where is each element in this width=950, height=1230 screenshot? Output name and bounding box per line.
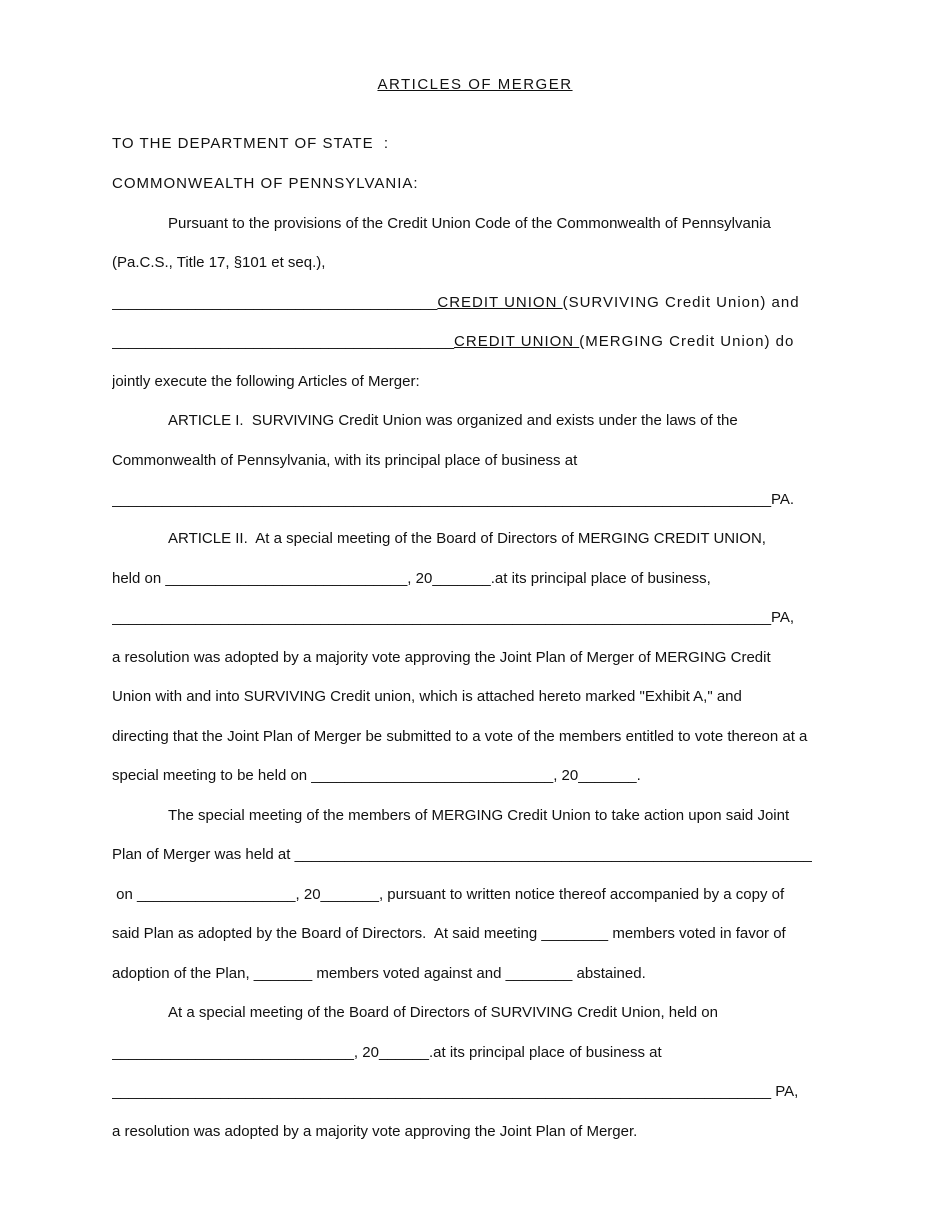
merging-credit-union-line <box>112 332 838 352</box>
article-2-line-5: Union with and into SURVIVING Credit union, which is attached hereto marked "Exhibit A," and <box>112 688 742 705</box>
members-meeting-line-2[interactable]: Plan of Merger was held at ______________________________________________________________ <box>112 846 812 863</box>
surviving-name-blank[interactable]: _______________________________________ <box>112 294 438 311</box>
members-meeting-line-3[interactable]: on ___________________, 20_______, pursuant to written notice thereof accompanied by a copy of <box>112 886 785 903</box>
merging-name-blank[interactable]: _________________________________________ <box>112 333 455 350</box>
surviving-credit-union-line <box>112 293 838 313</box>
members-meeting-line-1: The special meeting of the members of MERGING Credit Union to take action upon said Joint <box>168 807 790 824</box>
surviving-credit-union-suffix: (SURVIVING Credit Union) and <box>562 294 800 311</box>
article-1-line-2: Commonwealth of Pennsylvania, with its principal place of business at <box>112 452 578 469</box>
intro-line-5: jointly execute the following Articles of Merger: <box>112 373 420 390</box>
document-title: ARTICLES OF MERGER <box>377 76 573 93</box>
article-2-line-6: directing that the Joint Plan of Merger be submitted to a vote of the members entitled to vote thereon at a <box>112 728 808 745</box>
members-meeting-line-5[interactable]: adoption of the Plan, _______ members voted against and ________ abstained. <box>112 965 646 982</box>
article-2-line-1: ARTICLE II. At a special meeting of the Board of Directors of MERGING CREDIT UNION, <box>168 530 766 547</box>
intro-line-1: Pursuant to the provisions of the Credit Union Code of the Commonwealth of Pennsylvania <box>168 215 771 232</box>
surviving-credit-union-label: CREDIT UNION <box>437 294 563 311</box>
article-1-address-blank[interactable]: _______________________________________________________________________________PA. <box>112 491 795 508</box>
merging-credit-union-suffix: (MERGING Credit Union) do <box>579 333 795 350</box>
article-2-address-blank[interactable]: _______________________________________________________________________________PA, <box>112 609 795 626</box>
surviving-board-address-blank[interactable]: _______________________________________________________________________________ PA, <box>112 1083 799 1100</box>
members-meeting-line-4[interactable]: said Plan as adopted by the Board of Directors. At said meeting ________ members voted in favor of <box>112 925 786 942</box>
surviving-board-line-2[interactable]: _____________________________, 20______.at its principal place of business at <box>112 1044 662 1061</box>
surviving-board-line-1: At a special meeting of the Board of Directors of SURVIVING Credit Union, held on <box>168 1004 718 1021</box>
salutation-department: TO THE DEPARTMENT OF STATE : <box>112 135 390 152</box>
intro-line-2: (Pa.C.S., Title 17, §101 et seq.), <box>112 254 326 271</box>
article-2-line-4: a resolution was adopted by a majority vote approving the Joint Plan of Merger of MERGING Credit <box>112 649 771 666</box>
merging-credit-union-label: CREDIT UNION <box>454 333 580 350</box>
article-2-line-7[interactable]: special meeting to be held on _____________________________, 20_______. <box>112 767 641 784</box>
article-1-line-1: ARTICLE I. SURVIVING Credit Union was organized and exists under the laws of the <box>168 412 738 429</box>
salutation-commonwealth: COMMONWEALTH OF PENNSYLVANIA: <box>112 175 419 192</box>
surviving-board-line-4: a resolution was adopted by a majority vote approving the Joint Plan of Merger. <box>112 1123 638 1140</box>
article-2-line-2[interactable]: held on _____________________________, 20_______.at its principal place of business, <box>112 570 711 587</box>
